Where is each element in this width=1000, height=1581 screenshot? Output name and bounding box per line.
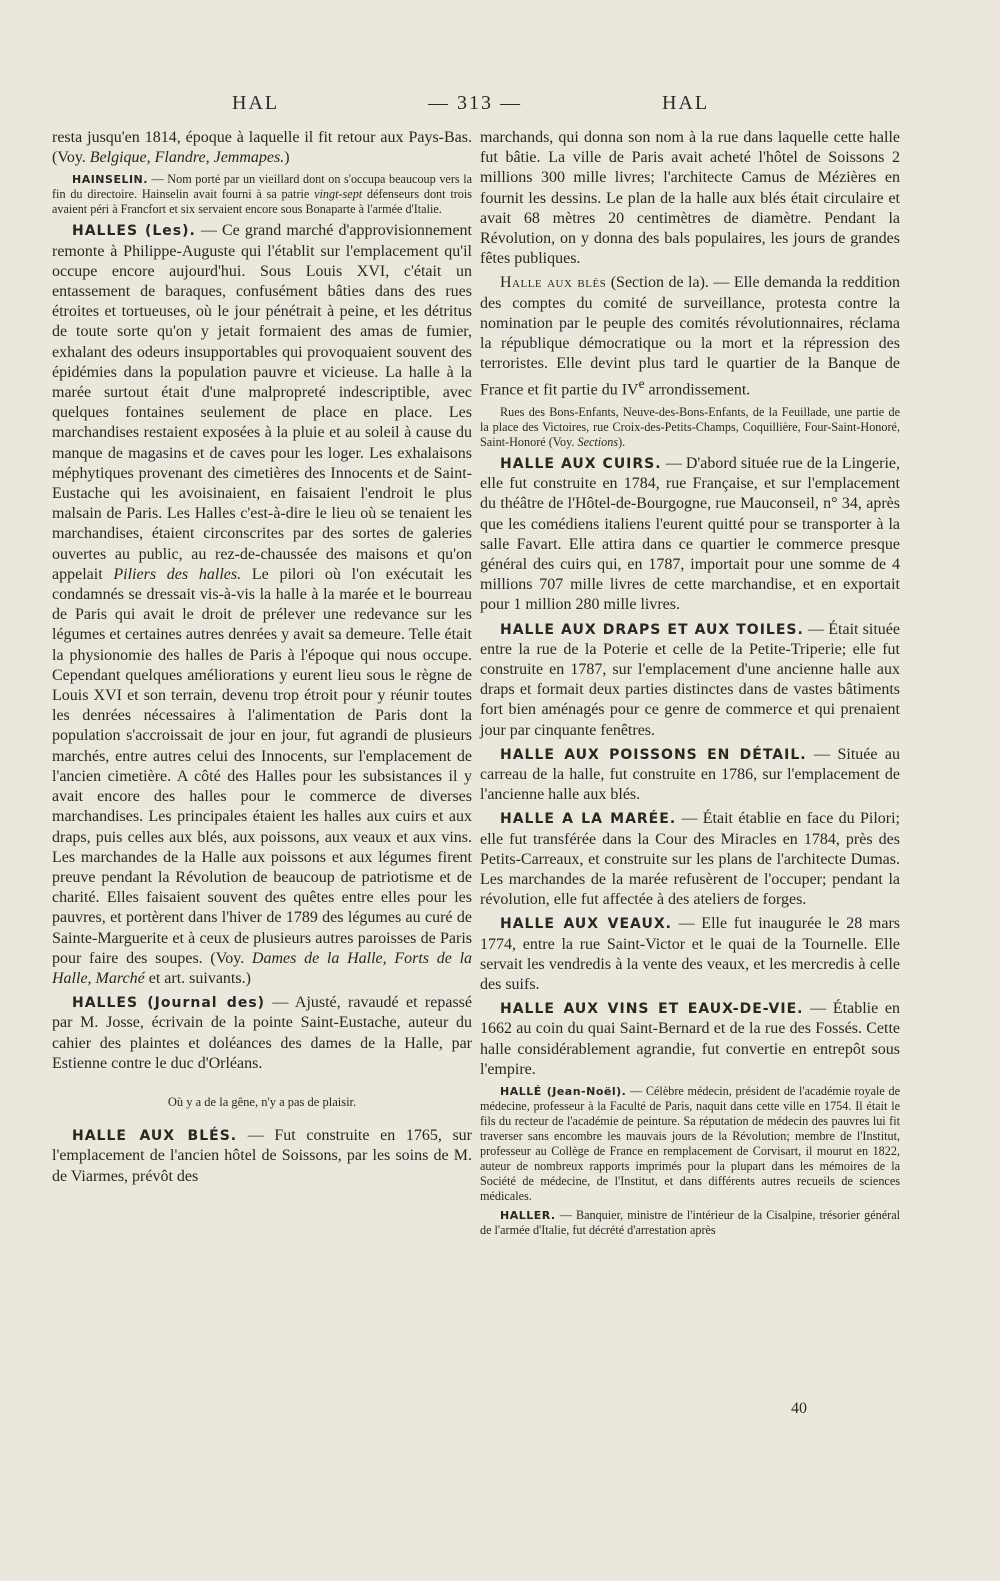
entry-halles-journal: HALLES (Journal des) — Ajusté, ravaudé et repassé par M. Josse, écrivain de la pointe Saint-Eustache, auteur du cahier des plaintes et doléances des dames de la Halle, par Estienne contre le duc d'Orléans.	[52, 994, 472, 1072]
headword: Halle aux blés	[500, 274, 607, 292]
entry-halle-aux-cuirs: HALLE AUX CUIRS. — D'abord située rue de la Lingerie, elle fut construite en 1784, rue Française, et sur l'emplacement du théâtre de l'Hôtel-de-Bourgogne, rue Mauconseil, n° 34, après que les comédiens italiens l'eurent quitté pour se transporter à la salle Favart. Elle attira dans ce quartier le commerce presque général des cuirs qui, en 1787, importait pour une somme de 4 millions 707 mille livres de cette marchandise, et en exportait pour 1 million 280 mille livres.	[480, 454, 900, 614]
headword: HALLE AUX VINS ET EAUX-DE-VIE.	[500, 1001, 804, 1018]
page-number: — 313 —	[428, 92, 522, 114]
entry-halle-aux-bles: HALLE AUX BLÉS. — Fut construite en 1765, sur l'emplacement de l'ancien hôtel de Soissons, par les soins de M. de Viarmes, prévôt des	[52, 1127, 473, 1185]
headword: HALLER.	[500, 1209, 556, 1223]
headword: HALLE AUX DRAPS ET AUX TOILES.	[500, 621, 804, 638]
headword: HALLES (Les).	[72, 223, 196, 240]
epigraph: Où y a de la gêne, n'y a pas de plaisir.	[167, 1094, 357, 1109]
entry-haller: HALLER. — Banquier, ministre de l'intérieur de la Cisalpine, trésorier général de l'armée d'Italie, fut décrété d'arrestation après	[480, 1208, 900, 1238]
paragraph-continuation: marchands, qui donna son nom à la rue dans laquelle cette halle fut bâtie. La ville de Paris avait acheté l'hôtel de Soissons 2 millions 300 mille livres; l'architecte Camus de Mézières en fournit les dessins. Le plan de la halle aux blés était circulaire et avait 68 mètres 20 centimètres de diamètre. Pendant la Révolution, on y donna des bals populaires, les jours de grandes fêtes publiques.	[480, 129, 900, 268]
running-head	[0, 92, 1000, 122]
headword: HALLÉ (Jean-Noël).	[500, 1085, 627, 1099]
headword: HALLE AUX VEAUX.	[500, 916, 672, 933]
entry-hainselin: HAINSELIN. — Nom porté par un vieillard dont on s'occupa beaucoup vers la fin du directoire. Hainselin avait fourni à sa patrie vingt-sept défenseurs dont trois avaient péri à Francfort et six servaient encore sous Bonaparte à l'armée d'Italie.	[52, 172, 473, 217]
headword: HALLES (Journal des)	[72, 995, 266, 1012]
section-streets: Rues des Bons-Enfants, Neuve-des-Bons-Enfants, de la Feuillade, une partie de la place des Victoires, rue Croix-des-Petits-Champs, Coquillière, Four-Saint-Honoré, Saint-Honoré (Voy. Sections).	[480, 404, 900, 449]
header-right: HAL	[662, 92, 710, 114]
entry-halle-aux-veaux: HALLE AUX VEAUX. — Elle fut inaugurée le 28 mars 1774, entre la rue Saint-Victor et le quai de la Tournelle. Elle servait les vendredis à la vente des veaux, et les mercredis à celle des suifs.	[480, 915, 901, 994]
headword: HALLE AUX BLÉS.	[72, 1128, 238, 1145]
headword: HAINSELIN.	[72, 173, 148, 187]
headword: HALLE A LA MARÉE.	[500, 811, 677, 828]
entry-halle-a-la-maree: HALLE A LA MARÉE. — Était établie en face du Pilori; elle fut transférée dans la Cour des Miracles en 1784, près des Petits-Carreaux, et construite sur les plans de l'architecte Dumas. Les marchandes de la marée refusèrent de l'occuper; pendant la révolution, elle fut affectée à des ateliers de forges.	[480, 810, 900, 909]
paragraph-continuation: resta jusqu'en 1814, époque à laquelle il fit retour aux Pays-Bas. (Voy. Belgique, Flandre, Jemmapes.)	[52, 129, 472, 167]
left-column	[52, 128, 472, 1187]
headword: HALLE AUX CUIRS.	[500, 455, 662, 472]
entry-halle-aux-draps: HALLE AUX DRAPS ET AUX TOILES. — Était située entre la rue de la Poterie et celle de la Petite-Triperie; elle fut construite en 1787, sur l'emplacement d'une ancienne halle aux draps et formait deux parties distinctes dans de vastes bâtiments fort bien aménagés pour ce genre de commerce et qui prenaient jour par cinquante fenêtres.	[480, 620, 901, 739]
signature-mark: 40	[791, 1400, 807, 1417]
right-column	[480, 128, 900, 1242]
entry-halles: HALLES (Les). — Ce grand marché d'approvisionnement remonte à Philippe-Auguste qui l'établit sur l'emplacement qu'il occupe encore aujourd'hui. Sous Louis XVI, c'était un entassement de baraques, confusément bâties dans des rues étroites et tortueuses, où le jour pénétrait à peine, et les détritus de toute sorte qu'on y jetait formaient des amas de fumier, exhalant des odeurs insupportables qui provoquaient souvent des épidémies dans la population pauvre et vicieuse. La halle à la marée surtout était d'une malpropreté indescriptible, avec quelques fontaines seulement de place en place. Les marchandises restaient exposées à la pluie et au soleil à cause du manque de magasins et de caves pour les loger. Les exhalaisons méphytiques provenant des cimetières des Innocents et de Saint-Eustache qui les avoisinaient, en faisaient l'endroit le plus malsain de Paris. Les Halles c'est-à-dire le lieu où se tenaient les marchandises, étaient circonscrites par des sortes de galeries ouvertes au public, au rez-de-chaussée des maisons et qu'on appelait Piliers des halles. Le pilori où l'on exécutait les condamnés se dressait vis-à-vis la halle à la marée et le bourreau de Paris qui avait le droit de prélever une redevance sur les légumes et certaines autres denrées y avait sa demeure. Telle était la physionomie des halles de Paris à l'époque qui nous occupe. Cependant quelques améliorations y eurent lieu sous le règne de Louis XVI et son terrain, devenu trop étroit pour y réunir toutes les denrées nécessaires à l'alimentation de Paris dont la population s'accroissait de jour en jour, fut agrandi de plusieurs marchés, entre autres celui des Innocents, sur l'emplacement de l'ancien cimetière. A côté des Halles pour les subsistances il y avait encore des halles pour le commerce de diverses marchandises. Les principales étaient les halles aux cuirs et aux draps, puis celles aux blés, aux poissons, aux veaux et aux vins. Les marchandes de la Halle aux poissons et aux légumes firent preuve pendant la Révolution de beaucoup de patriotisme et de charité. Elles faisaient souvent des quêtes entre elles pour les pauvres, et portèrent dans l'hiver de 1789 des légumes au curé de Sainte-Marguerite et à ceux de plusieurs autres paroisses de Paris pour faire des soupes. (Voy. Dames de la Halle, Forts de la Halle, Marché et art. suivants.)	[52, 222, 473, 987]
header-left: HAL	[232, 92, 280, 114]
entry-halle-jean-noel: HALLÉ (Jean-Noël). — Célèbre médecin, président de l'académie royale de médecine, professeur à la Faculté de Paris, naquit dans cette ville en 1754. Il était le fils du recteur de l'académie de peinture. Sa réputation de médecin des pauvres lui fit traverser sans encombre les mauvais jours de la Révolution; membre de l'Institut, professeur au Collège de France en remplacement de Corvisart, il mourut en 1822, auteur de nombreux rapports imprimés pour la plupart dans les mémoires de la Société de médecine, de l'Institut, et dans différents autres recueils de sciences médicales.	[480, 1084, 900, 1204]
entry-section-halle-aux-bles: Halle aux blés (Section de la). — Elle demanda la reddition des comptes du comité de surveillance, protesta contre la nomination par le peuple des comités révolutionnaires, réclama la république démocratique ou la mort et la répression des terroristes. Elle devint plus tard le quartier de la Banque de France et fit partie du IVe arrondissement.	[480, 274, 900, 399]
entry-halle-aux-poissons: HALLE AUX POISSONS EN DÉTAIL. — Située au carreau de la halle, fut construite en 1786, sur l'emplacement de l'ancienne halle aux blés.	[480, 745, 900, 804]
headword: HALLE AUX POISSONS EN DÉTAIL.	[500, 746, 807, 763]
entry-halle-aux-vins: HALLE AUX VINS ET EAUX-DE-VIE. — Établie en 1662 au coin du quai Saint-Bernard et de la rue des Fossés. Cette halle considérablement agrandie, fut convertie en entrepôt sous l'empire.	[480, 1000, 900, 1078]
